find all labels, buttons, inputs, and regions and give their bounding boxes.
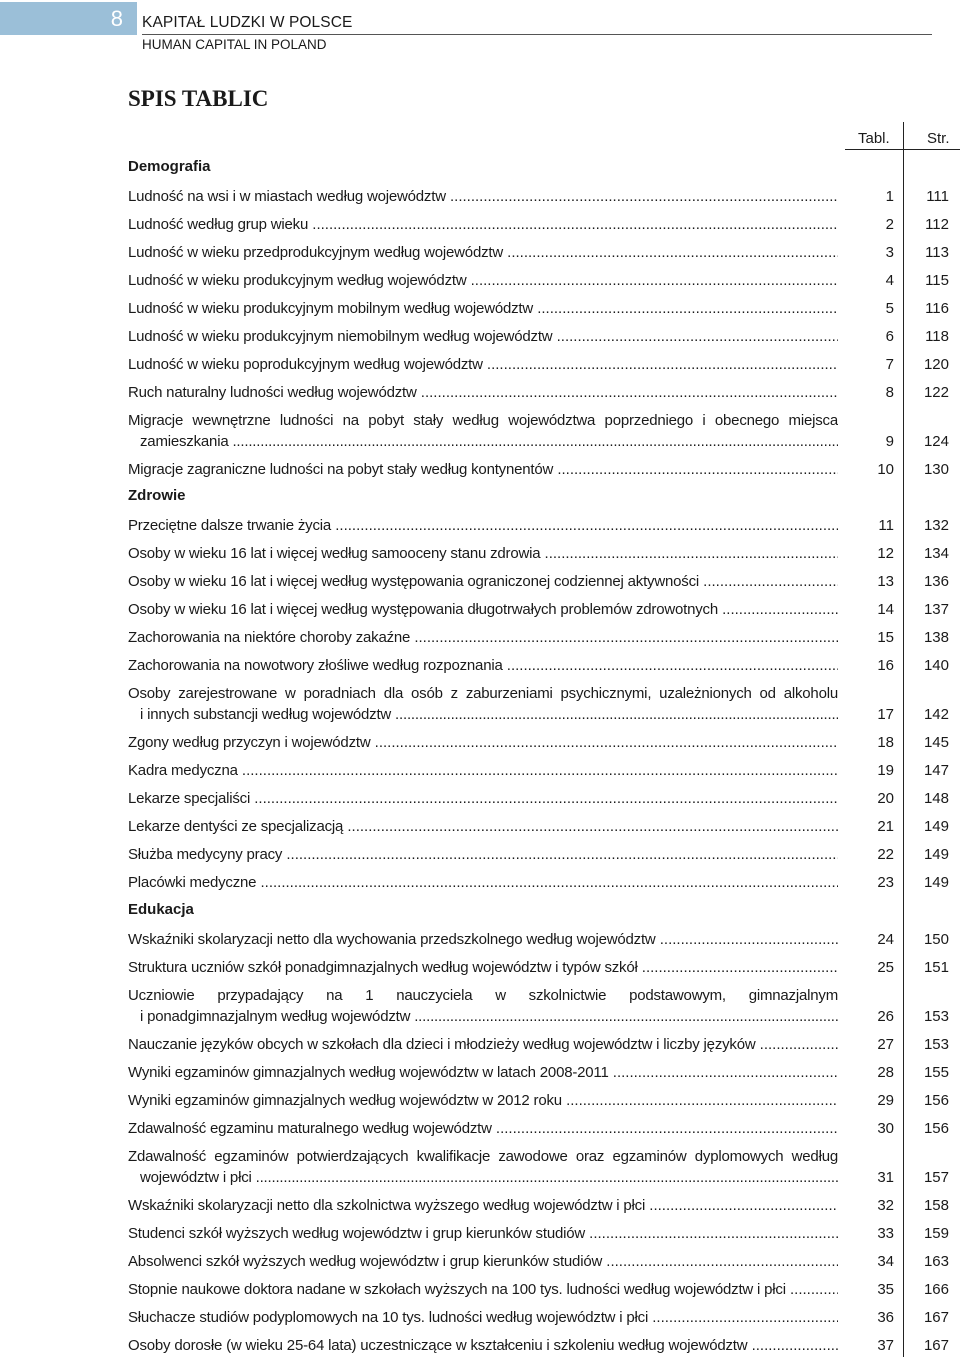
entry-table-number: 35 xyxy=(877,1281,894,1298)
entry-table-number: 22 xyxy=(877,846,894,863)
entry-page-number: 159 xyxy=(923,1225,949,1242)
entry-title: Ludność w wieku przedprodukcyjnym według województw ..... xyxy=(128,242,838,263)
entry-title: Ludność według grup wieku ..... xyxy=(128,214,838,235)
entry-title-line1: Migracje wewnętrzne ludności na pobyt stały według województwa poprzedniego i obecnego miejsca xyxy=(128,412,838,429)
entry-title: Słuchacze studiów podyplomowych na 10 tys. ludności według województw i płci ..... xyxy=(128,1307,838,1328)
entry-table-number: 32 xyxy=(877,1197,894,1214)
entry-title-line2: i innych substancji według województw ..... xyxy=(128,704,838,725)
entry-page-number: 167 xyxy=(923,1309,949,1326)
entry-page-number: 156 xyxy=(923,1092,949,1109)
entry-title-line2: i ponadgimnazjalnym według województw ..... xyxy=(128,1006,838,1027)
entry-title: Wyniki egzaminów gimnazjalnych według województw w 2012 roku ..... xyxy=(128,1090,838,1111)
entry-title: Migracje zagraniczne ludności na pobyt stały według kontynentów ..... xyxy=(128,459,838,480)
entry-table-number: 14 xyxy=(877,601,894,618)
entry-page-number: 138 xyxy=(923,629,949,646)
entry-table-number: 33 xyxy=(877,1225,894,1242)
entry-table-number: 5 xyxy=(885,300,894,317)
entry-table-number: 24 xyxy=(877,931,894,948)
entry-page-number: 116 xyxy=(925,300,949,317)
entry-page-number: 136 xyxy=(923,573,949,590)
entry-table-number: 7 xyxy=(885,356,894,373)
entry-table-number: 30 xyxy=(877,1120,894,1137)
entry-table-number: 2 xyxy=(885,216,894,233)
header-subtitle: HUMAN CAPITAL IN POLAND xyxy=(142,37,327,52)
entry-page-number: 122 xyxy=(923,384,949,401)
entry-page-number: 151 xyxy=(923,959,949,976)
entry-table-number: 17 xyxy=(877,706,894,723)
entry-page-number: 113 xyxy=(925,244,949,261)
entry-title: Absolwenci szkół wyższych według województw i grup kierunków studiów ..... xyxy=(128,1251,838,1272)
entry-page-number: 120 xyxy=(923,356,949,373)
entry-table-number: 34 xyxy=(877,1253,894,1270)
entry-page-number: 158 xyxy=(923,1197,949,1214)
entry-table-number: 4 xyxy=(885,272,894,289)
entry-title: Osoby w wieku 16 lat i więcej według występowania długotrwałych problemów zdrowotnych ..... xyxy=(128,599,838,620)
entry-page-number: 149 xyxy=(923,846,949,863)
entry-table-number: 21 xyxy=(877,818,894,835)
entry-title: Wskaźniki skolaryzacji netto dla wychowania przedszkolnego według województw ..... xyxy=(128,929,838,950)
entry-table-number: 19 xyxy=(877,762,894,779)
entry-title: Struktura uczniów szkół ponadgimnazjalnych według województw i typów szkół ..... xyxy=(128,957,838,978)
entry-title xyxy=(128,683,838,725)
entry-table-number: 23 xyxy=(877,874,894,891)
entry-title: Ludność w wieku produkcyjnym mobilnym według województw ..... xyxy=(128,298,838,319)
entry-title-line1: Uczniowie przypadający na 1 nauczyciela w szkolnictwie podstawowym, gimnazjalnym xyxy=(128,987,838,1004)
entry-table-number: 25 xyxy=(877,959,894,976)
entry-page-number: 112 xyxy=(925,216,949,233)
column-divider xyxy=(903,122,904,1357)
entry-table-number: 11 xyxy=(878,517,894,534)
entry-title: Placówki medyczne ..... xyxy=(128,872,838,893)
entry-title-line2: województw i płci ..... xyxy=(128,1167,838,1188)
entry-title: Ludność w wieku produkcyjnym według województw ..... xyxy=(128,270,838,291)
entry-title: Nauczanie języków obcych w szkołach dla dzieci i młodzieży według województw i liczby języków ..... xyxy=(128,1034,838,1055)
entry-title xyxy=(128,1146,838,1188)
entry-table-number: 18 xyxy=(877,734,894,751)
entry-page-number: 147 xyxy=(923,762,949,779)
entry-page-number: 118 xyxy=(925,328,949,345)
entry-title: Ludność na wsi i w miastach według województw ..... xyxy=(128,186,838,207)
entry-title xyxy=(128,410,838,452)
entry-page-number: 157 xyxy=(923,1169,949,1186)
entry-page-number: 149 xyxy=(923,818,949,835)
column-header-rule xyxy=(845,149,960,150)
entry-page-number: 130 xyxy=(923,461,949,478)
entry-title xyxy=(128,985,838,1027)
entry-table-number: 31 xyxy=(877,1169,894,1186)
entry-table-number: 3 xyxy=(885,244,894,261)
column-header-tabl: Tabl. xyxy=(858,130,890,147)
entry-page-number: 124 xyxy=(923,433,949,450)
section-heading: Edukacja xyxy=(128,901,194,918)
entry-title: Osoby w wieku 16 lat i więcej według samooceny stanu zdrowia ..... xyxy=(128,543,838,564)
entry-title: Zachorowania na nowotwory złośliwe według rozpoznania ..... xyxy=(128,655,838,676)
entry-page-number: 166 xyxy=(923,1281,949,1298)
entry-title: Ludność w wieku produkcyjnym niemobilnym według województw ..... xyxy=(128,326,838,347)
entry-table-number: 37 xyxy=(877,1337,894,1354)
entry-page-number: 115 xyxy=(925,272,949,289)
entry-title: Wskaźniki skolaryzacji netto dla szkolnictwa wyższego według województw i płci ..... xyxy=(128,1195,838,1216)
entry-title: Osoby dorosłe (w wieku 25-64 lata) uczestniczące w kształceniu i szkoleniu według województw ..... xyxy=(128,1335,838,1356)
entry-page-number: 149 xyxy=(923,874,949,891)
section-heading: Demografia xyxy=(128,158,211,175)
entry-title: Lekarze dentyści ze specjalizacją ..... xyxy=(128,816,838,837)
header-divider xyxy=(142,34,932,35)
entry-page-number: 153 xyxy=(923,1008,949,1025)
column-header-str: Str. xyxy=(927,130,950,147)
entry-page-number: 145 xyxy=(923,734,949,751)
entry-table-number: 6 xyxy=(885,328,894,345)
entry-page-number: 134 xyxy=(923,545,949,562)
page-number-tab xyxy=(0,2,137,35)
entry-table-number: 29 xyxy=(877,1092,894,1109)
entry-page-number: 153 xyxy=(923,1036,949,1053)
entry-title: Ruch naturalny ludności według województw ..... xyxy=(128,382,838,403)
entry-page-number: 132 xyxy=(923,517,949,534)
entry-table-number: 15 xyxy=(877,629,894,646)
entry-title: Zgony według przyczyn i województw ..... xyxy=(128,732,838,753)
entry-page-number: 111 xyxy=(926,188,949,205)
entry-table-number: 36 xyxy=(877,1309,894,1326)
entry-table-number: 9 xyxy=(885,433,894,450)
section-heading: Zdrowie xyxy=(128,487,186,504)
entry-page-number: 140 xyxy=(923,657,949,674)
entry-page-number: 156 xyxy=(923,1120,949,1137)
entry-title: Wyniki egzaminów gimnazjalnych według województw w latach 2008-2011 ..... xyxy=(128,1062,838,1083)
entry-title: Osoby w wieku 16 lat i więcej według występowania ograniczonej codziennej aktywności ..... xyxy=(128,571,838,592)
entry-table-number: 27 xyxy=(877,1036,894,1053)
entry-table-number: 8 xyxy=(885,384,894,401)
entry-title-line1: Osoby zarejestrowane w poradniach dla osób z zaburzeniami psychicznymi, uzależnionych od alkoholu xyxy=(128,685,838,702)
entry-page-number: 167 xyxy=(923,1337,949,1354)
entry-table-number: 20 xyxy=(877,790,894,807)
entry-table-number: 10 xyxy=(877,461,894,478)
entry-table-number: 26 xyxy=(877,1008,894,1025)
entry-title: Stopnie naukowe doktora nadane w szkołach wyższych na 100 tys. ludności według województw i płci ..... xyxy=(128,1279,838,1300)
entry-table-number: 16 xyxy=(877,657,894,674)
entry-title: Zachorowania na niektóre choroby zakaźne ..... xyxy=(128,627,838,648)
entry-table-number: 12 xyxy=(877,545,894,562)
toc-title: SPIS TABLIC xyxy=(128,86,269,111)
entry-title: Studenci szkół wyższych według województw i grup kierunków studiów ..... xyxy=(128,1223,838,1244)
entry-title-line1: Zdawalność egzaminów potwierdzających kwalifikacje zawodowe oraz egzaminów dyplomowych według xyxy=(128,1148,838,1165)
entry-page-number: 142 xyxy=(923,706,949,723)
entry-page-number: 148 xyxy=(923,790,949,807)
entry-title: Służba medycyny pracy ..... xyxy=(128,844,838,865)
entry-page-number: 163 xyxy=(923,1253,949,1270)
running-header xyxy=(142,14,352,52)
entry-title: Zdawalność egzaminu maturalnego według województw ..... xyxy=(128,1118,838,1139)
entry-table-number: 13 xyxy=(877,573,894,590)
entry-page-number: 150 xyxy=(923,931,949,948)
entry-page-number: 137 xyxy=(923,601,949,618)
entry-table-number: 28 xyxy=(877,1064,894,1081)
entry-title: Lekarze specjaliści ..... xyxy=(128,788,838,809)
page-number: 8 xyxy=(110,6,123,31)
entry-title: Ludność w wieku poprodukcyjnym według województw ..... xyxy=(128,354,838,375)
entry-title-line2: zamieszkania ..... xyxy=(128,431,838,452)
header-title: KAPITAŁ LUDZKI W POLSCE xyxy=(142,14,353,31)
entry-page-number: 155 xyxy=(923,1064,949,1081)
entry-table-number: 1 xyxy=(885,188,894,205)
entry-title: Przeciętne dalsze trwanie życia ..... xyxy=(128,515,838,536)
entry-title: Kadra medyczna ..... xyxy=(128,760,838,781)
